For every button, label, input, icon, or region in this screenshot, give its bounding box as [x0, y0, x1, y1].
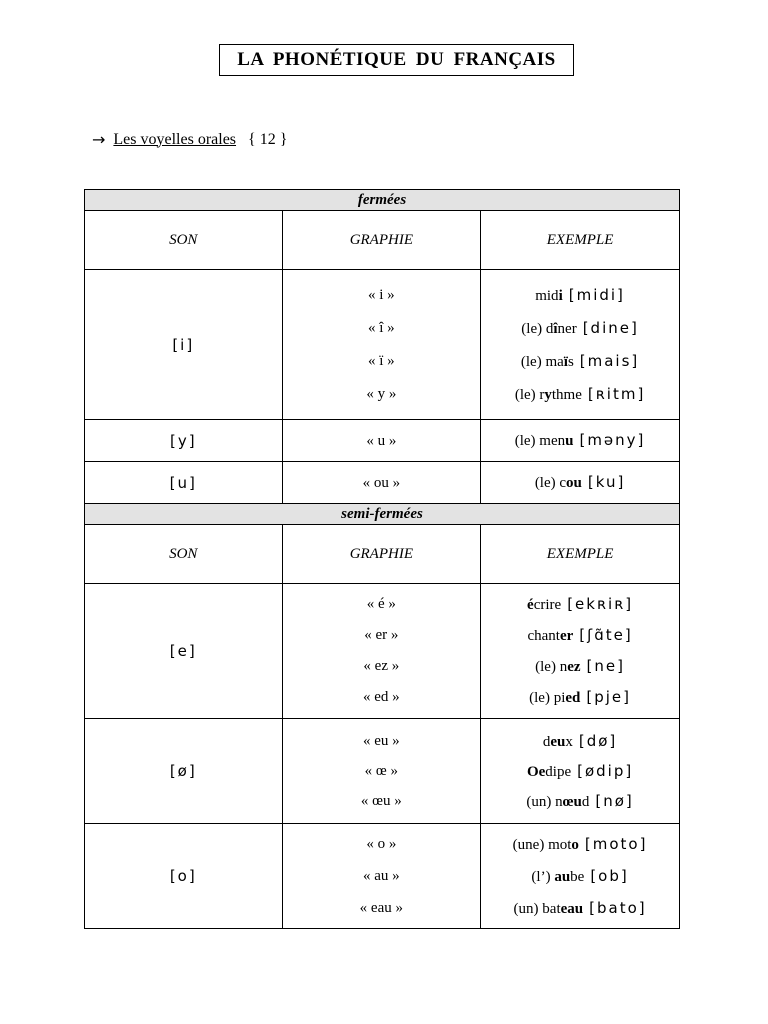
example-word-end: s	[567, 353, 574, 370]
header-son: SON	[85, 525, 283, 584]
example-transcription: [pje]	[586, 688, 631, 706]
table-row	[85, 462, 680, 504]
example-item	[529, 682, 631, 713]
section-header-row	[85, 504, 680, 525]
sound-cell: [i]	[85, 270, 283, 420]
example-item	[535, 651, 625, 682]
example-word-end: ner	[557, 320, 577, 337]
column-header-row	[85, 525, 680, 584]
example-transcription: [dø]	[578, 732, 618, 750]
example-word-highlight: ou	[566, 475, 582, 491]
graphie-item: « ed »	[363, 689, 400, 705]
sound-cell: [ø]	[85, 719, 283, 824]
example-item	[526, 786, 633, 816]
example-word-highlight: ï	[563, 353, 568, 370]
example-item	[543, 726, 617, 756]
example-item	[521, 312, 639, 345]
example-word-highlight: eau	[560, 901, 584, 917]
example-word-end: crire	[533, 597, 562, 613]
graphie-item: « au »	[363, 868, 400, 884]
graphie-cell	[282, 462, 481, 504]
example-word-highlight: er	[559, 628, 574, 644]
example-transcription: [mais]	[579, 351, 640, 370]
example-word-start: chant	[527, 628, 560, 644]
graphie-item: « eu »	[363, 733, 400, 749]
example-transcription: [ʀitm]	[587, 384, 646, 403]
section-label: fermées	[85, 190, 680, 211]
section-header-row	[85, 190, 680, 211]
example-item	[515, 378, 645, 411]
graphie-cell	[282, 584, 481, 719]
section-label: semi-fermées	[85, 504, 680, 525]
example-word-highlight: o	[571, 837, 579, 853]
example-word-start: (le) d	[521, 320, 554, 337]
example-transcription: [ekʀiʀ]	[567, 595, 634, 613]
example-word-highlight: i	[558, 287, 563, 304]
example-cell	[481, 824, 680, 929]
example-word-start: d	[542, 734, 551, 750]
example-word-highlight: au	[554, 869, 571, 885]
example-word-highlight: ez	[567, 659, 581, 675]
example-word-start: (une) mot	[512, 837, 572, 853]
graphie-item: « y »	[366, 385, 397, 402]
subtitle-text: Les voyelles orales	[113, 130, 237, 148]
example-transcription: [məny]	[579, 431, 646, 449]
table-row	[85, 584, 680, 719]
column-header-row	[85, 211, 680, 270]
example-word-start: (le) ma	[520, 353, 564, 370]
table-row	[85, 420, 680, 462]
example-word-end: x	[565, 734, 573, 750]
example-word-start: (le) r	[514, 386, 545, 403]
graphie-cell	[282, 420, 481, 462]
graphie-item: « i »	[368, 286, 395, 303]
example-word-start: (un) n	[526, 794, 563, 810]
graphie-item: « œu »	[360, 793, 402, 809]
page-title: LA PHONÉTIQUE DU FRANÇAIS	[219, 44, 574, 76]
example-item	[527, 756, 633, 786]
graphie-item: « u »	[366, 432, 397, 449]
header-graphie: GRAPHIE	[282, 525, 481, 584]
example-item	[514, 892, 647, 924]
sound-cell: [e]	[85, 584, 283, 719]
example-item	[527, 620, 632, 651]
table-row	[85, 270, 680, 420]
graphie-item: « î »	[368, 319, 395, 336]
example-item	[527, 589, 633, 620]
example-transcription: [ku]	[587, 473, 626, 491]
example-item	[515, 430, 646, 451]
example-item	[513, 828, 648, 860]
example-word-start: mid	[535, 287, 559, 304]
graphie-item: « œ »	[364, 763, 399, 779]
table-row	[85, 824, 680, 929]
graphie-item: « o »	[366, 836, 397, 852]
header-son: SON	[85, 211, 283, 270]
example-word-start: (un) bat	[513, 901, 561, 917]
example-item	[521, 345, 639, 378]
example-transcription: [ne]	[586, 657, 625, 675]
sound-cell: [o]	[85, 824, 283, 929]
subtitle-count: { 12 }	[248, 130, 288, 148]
example-word-highlight: eu	[550, 734, 566, 750]
sound-cell: [y]	[85, 420, 283, 462]
example-item	[535, 279, 625, 312]
example-cell	[481, 719, 680, 824]
example-word-highlight: î	[553, 320, 558, 337]
example-word-highlight: ed	[565, 690, 581, 706]
example-transcription: [ødip]	[577, 762, 634, 780]
example-transcription: [ob]	[590, 867, 629, 885]
graphie-item: « ez »	[363, 658, 400, 674]
example-word-end: dipe	[545, 764, 572, 780]
graphie-item: « eau »	[359, 900, 403, 916]
example-cell	[481, 420, 680, 462]
example-transcription: [bato]	[589, 899, 647, 917]
example-word-end: be	[570, 869, 585, 885]
graphie-item: « é »	[366, 596, 396, 612]
graphie-item: « ï »	[368, 352, 395, 369]
example-cell	[481, 270, 680, 420]
example-word-start: (le) n	[535, 659, 568, 675]
graphie-item: « ou »	[362, 474, 401, 491]
example-transcription: [nø]	[595, 792, 634, 810]
example-word-highlight: y	[544, 386, 552, 403]
header-exemple: EXEMPLE	[481, 211, 680, 270]
example-word-end: thme	[551, 386, 582, 403]
graphie-cell	[282, 824, 481, 929]
phonetics-table	[84, 189, 680, 929]
example-word-start: (le) c	[534, 475, 567, 491]
table-row	[85, 719, 680, 824]
example-cell	[481, 462, 680, 504]
example-item	[531, 860, 628, 892]
example-cell	[481, 584, 680, 719]
graphie-item: « er »	[364, 627, 399, 643]
example-word-highlight: Oe	[526, 764, 546, 780]
example-word-highlight: é	[527, 597, 534, 613]
example-word-end: d	[581, 794, 590, 810]
example-word-start: (l’)	[531, 869, 555, 885]
example-transcription: [ʃɑ̃te]	[579, 626, 633, 644]
graphie-cell	[282, 270, 481, 420]
example-transcription: [moto]	[584, 835, 648, 853]
example-transcription: [midi]	[568, 285, 625, 304]
arrow-right-icon: →	[92, 130, 106, 149]
header-exemple: EXEMPLE	[481, 525, 680, 584]
example-word-start: (le) men	[514, 433, 566, 449]
example-transcription: [dine]	[582, 318, 639, 337]
example-word-highlight: œu	[562, 794, 582, 810]
sound-cell: [u]	[85, 462, 283, 504]
example-word-highlight: u	[565, 433, 574, 449]
graphie-cell	[282, 719, 481, 824]
header-graphie: GRAPHIE	[282, 211, 481, 270]
example-word-start: (le) pi	[529, 690, 566, 706]
example-item	[535, 472, 626, 493]
section-subtitle	[92, 130, 287, 149]
